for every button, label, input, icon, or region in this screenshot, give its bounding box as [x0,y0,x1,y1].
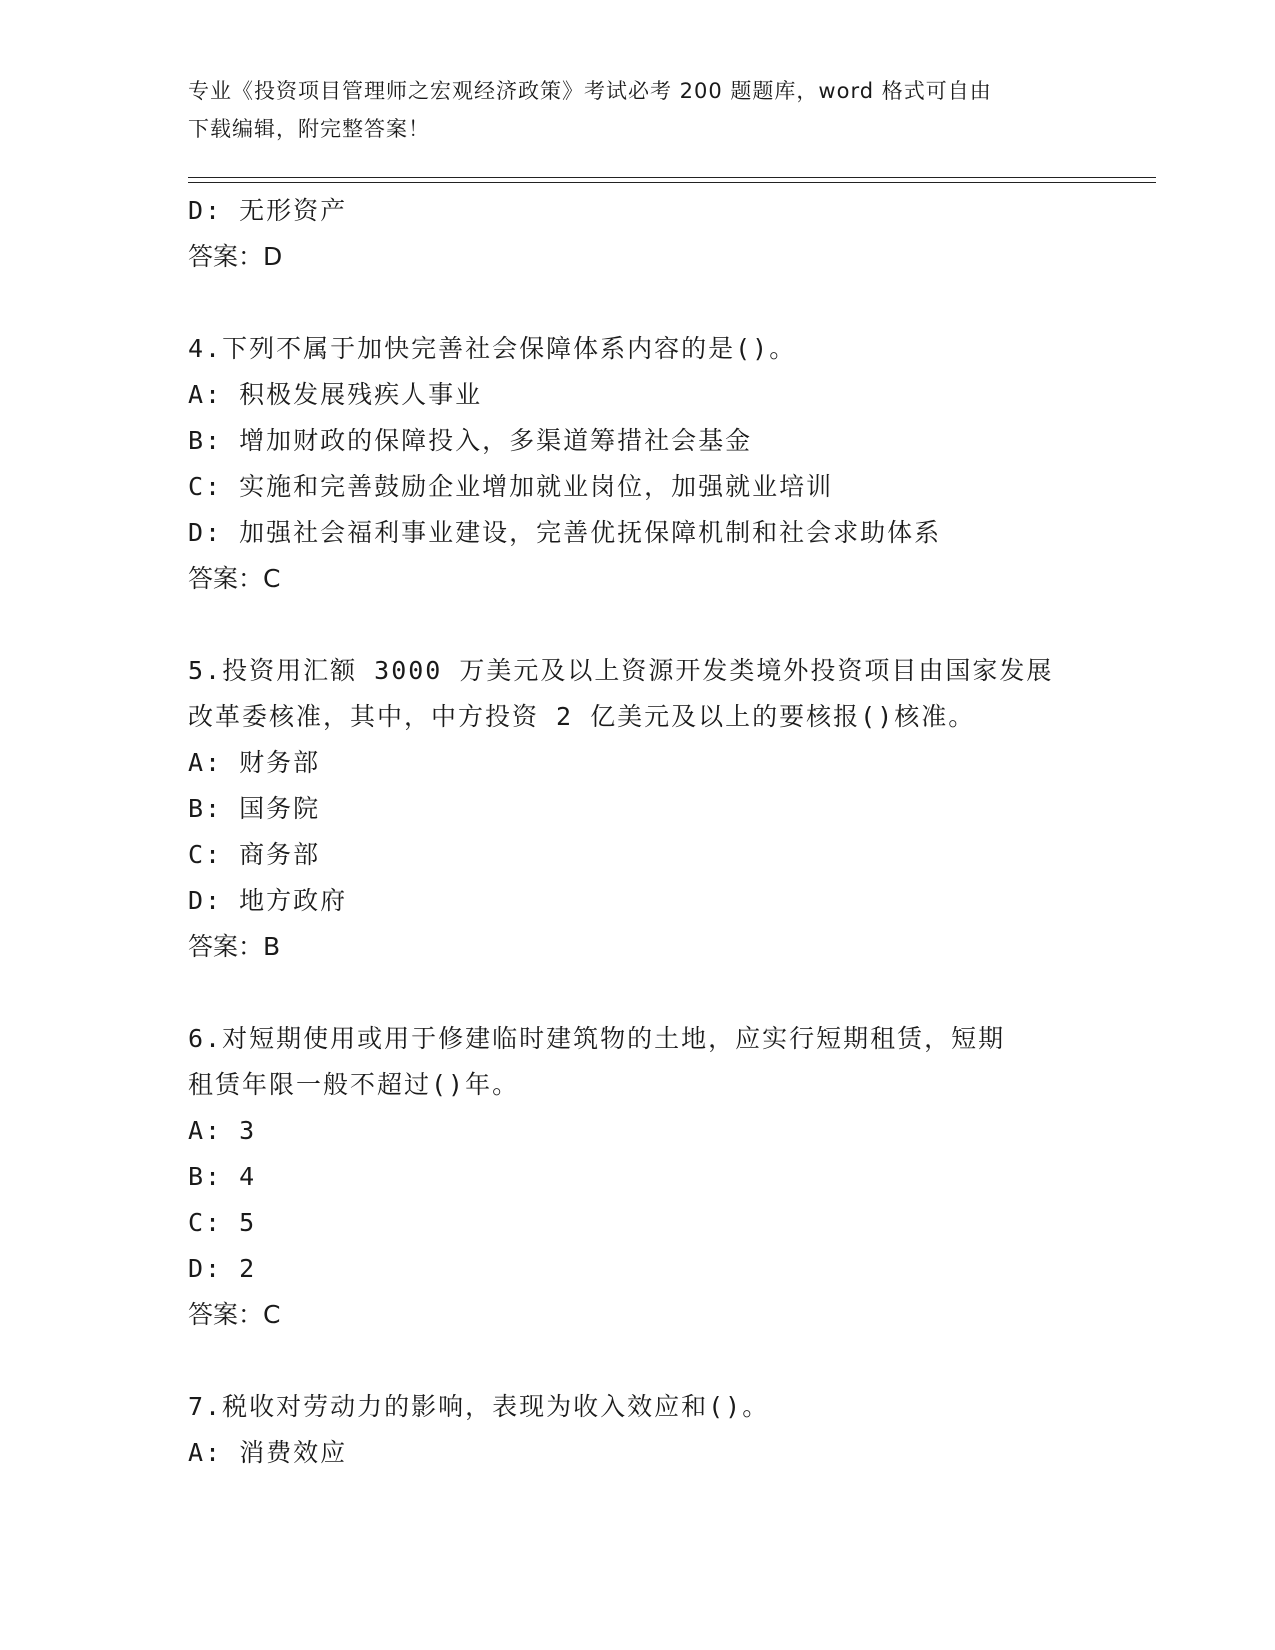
spacer [188,970,1148,1016]
option-line: D: 加强社会福利事业建设，完善优抚保障机制和社会求助体系 [188,518,942,547]
option-line: A: 财务部 [188,748,321,777]
spacer [188,280,1148,326]
option-line: C: 5 [188,1208,257,1237]
option-line: B: 增加财政的保障投入，多渠道筹措社会基金 [188,426,753,455]
option-line: D: 无形资产 [188,196,348,225]
option-line: B: 4 [188,1162,257,1191]
question-list [188,188,1148,1476]
option-line: C: 商务部 [188,840,321,869]
spacer [188,1338,1148,1384]
question-text: 6.对短期使用或用于修建临时建筑物的土地，应实行短期租赁，短期 [188,1024,1006,1053]
option-line: A: 3 [188,1116,257,1145]
option-line: A: 积极发展残疾人事业 [188,380,483,409]
question-text: 7.税收对劳动力的影响，表现为收入效应和()。 [188,1392,770,1421]
option-line: D: 2 [188,1254,257,1283]
question-text: 4.下列不属于加快完善社会保障体系内容的是()。 [188,334,797,363]
answer-line: 答案：C [188,564,281,593]
header-line-1: 专业《投资项目管理师之宏观经济政策》考试必考 200 题题库，word 格式可自由 [188,79,992,103]
header-line-2: 下载编辑，附完整答案！ [188,117,430,141]
answer-line: 答案：B [188,932,281,961]
spacer [188,602,1148,648]
header-divider-bottom [188,182,1156,183]
option-line: A: 消费效应 [188,1438,348,1467]
question-text: 改革委核准，其中，中方投资 2 亿美元及以上的要核报()核准。 [188,702,976,731]
document-header [188,72,1088,148]
header-divider-top [188,177,1156,178]
answer-line: 答案：D [188,242,283,271]
question-text: 5.投资用汇额 3000 万美元及以上资源开发类境外投资项目由国家发展 [188,656,1054,685]
option-line: D: 地方政府 [188,886,348,915]
answer-line: 答案：C [188,1300,281,1329]
question-text: 租赁年限一般不超过()年。 [188,1070,520,1099]
option-line: C: 实施和完善鼓励企业增加就业岗位，加强就业培训 [188,472,834,501]
option-line: B: 国务院 [188,794,321,823]
